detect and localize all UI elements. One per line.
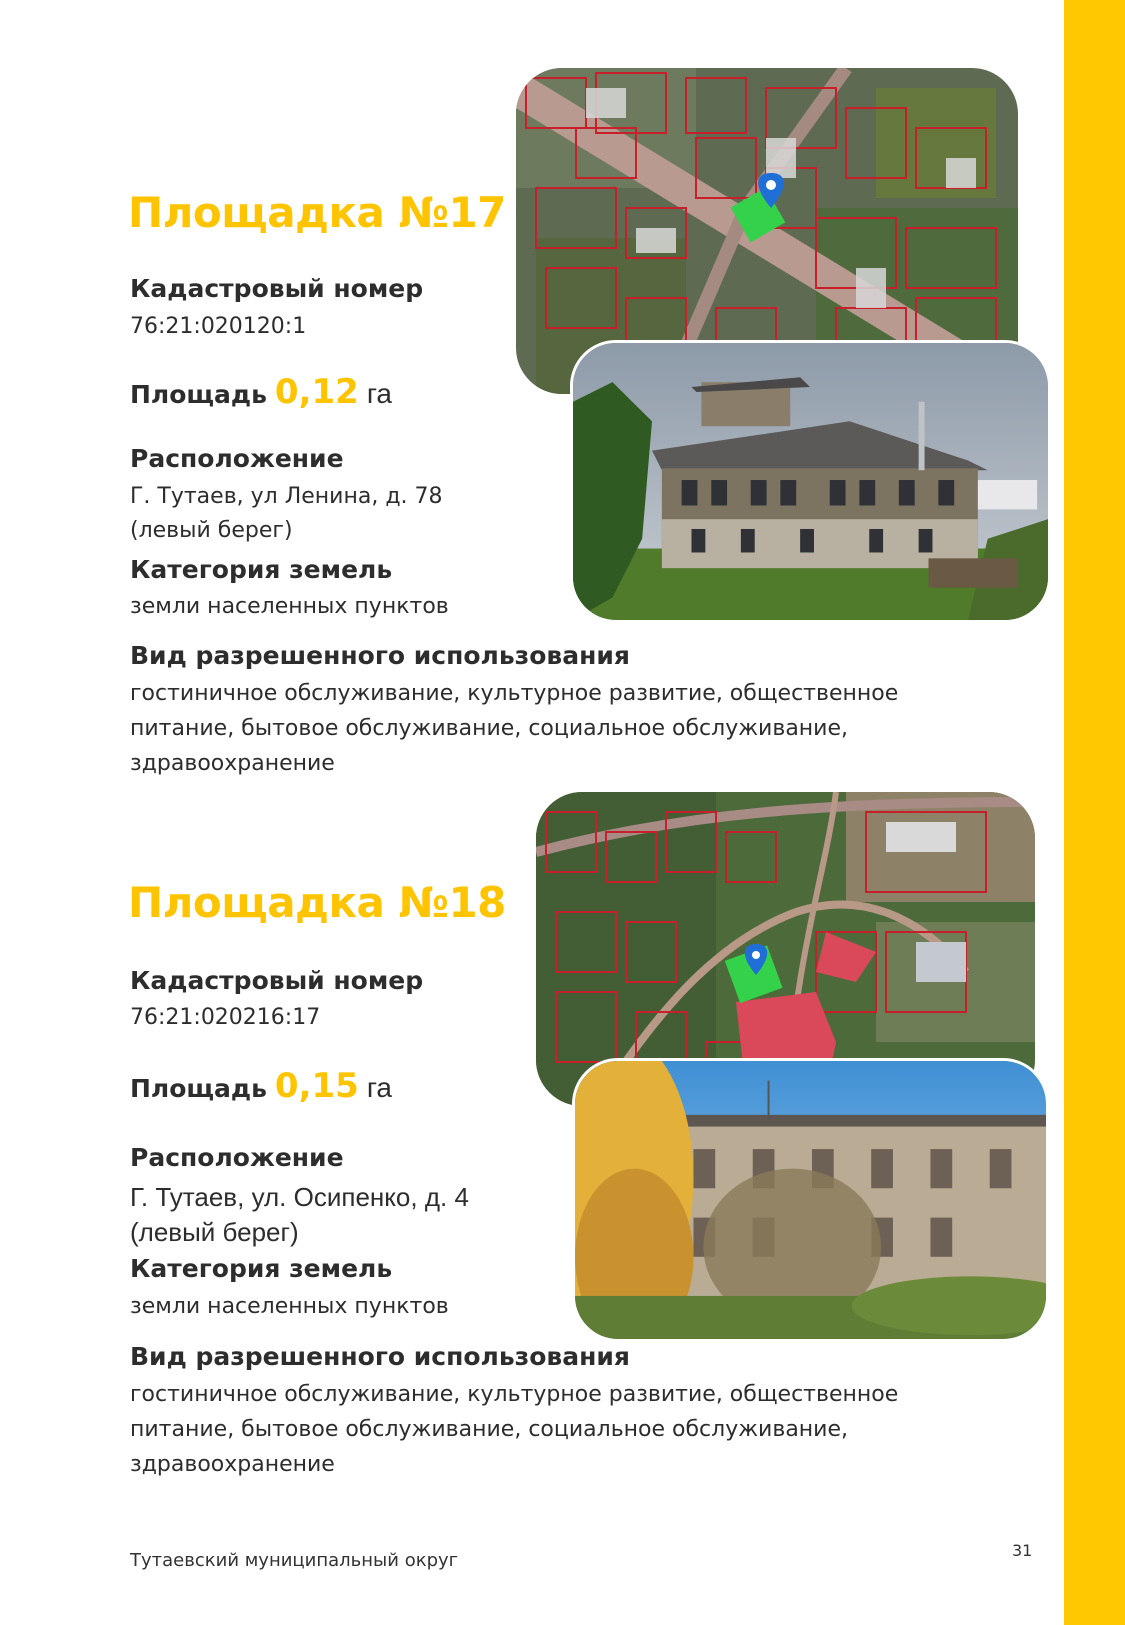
site-17-location-line1: Г. Тутаев, ул Ленина, д. 78 xyxy=(130,484,443,509)
site-18-title: Площадка №18 xyxy=(128,878,506,927)
site-17-area-label: Площадь xyxy=(130,380,267,409)
site-17-area-unit: га xyxy=(366,378,392,409)
site-18-cadastral-label: Кадастровый номер xyxy=(130,966,424,995)
site-18-building-photo xyxy=(572,1058,1049,1342)
site-18-area-label: Площадь xyxy=(130,1074,267,1103)
site-18-location-line2: (левый берег) xyxy=(130,1217,299,1247)
site-17-usage-label: Вид разрешенного использования xyxy=(130,641,630,670)
site-17-cadastral-number: 76:21:020120:1 xyxy=(130,314,307,339)
site-18-category-value: земли населенных пунктов xyxy=(130,1294,449,1319)
site-17-category-label: Категория земель xyxy=(130,555,393,584)
site-17-area xyxy=(130,372,392,412)
footer-municipality-name: Тутаевский муниципальный округ xyxy=(130,1550,459,1571)
site-17-cadastral-label: Кадастровый номер xyxy=(130,274,424,303)
site-18-cadastral-number: 76:21:020216:17 xyxy=(130,1005,321,1030)
site-18-category-label: Категория земель xyxy=(130,1254,393,1283)
site-17-location-line2: (левый берег) xyxy=(130,518,293,543)
site-18-location-line1: Г. Тутаев, ул. Осипенко, д. 4 xyxy=(130,1182,469,1212)
site-18-usage-value: гостиничное обслуживание, культурное развитие, общественное питание, бытовое обслуживание, социальное обслуживание, здравоохранение xyxy=(130,1382,899,1477)
site-17-location-label: Расположение xyxy=(130,444,344,473)
site-18-location-label: Расположение xyxy=(130,1143,344,1172)
site-17-category-value: земли населенных пунктов xyxy=(130,594,449,619)
site-17-building-photo xyxy=(570,340,1051,623)
site-18-area-unit: га xyxy=(366,1072,392,1103)
site-17-area-value: 0,12 xyxy=(274,372,359,412)
page-number: 31 xyxy=(1012,1541,1033,1560)
site-18-area-value: 0,15 xyxy=(274,1066,359,1106)
site-18-usage-label: Вид разрешенного использования xyxy=(130,1342,630,1371)
side-accent-band xyxy=(1064,0,1125,1625)
site-17-usage-value: гостиничное обслуживание, культурное развитие, общественное питание, бытовое обслуживание, социальное обслуживание, здравоохранение xyxy=(130,681,899,776)
site-18-area xyxy=(130,1066,392,1106)
site-17-title: Площадка №17 xyxy=(128,188,506,237)
